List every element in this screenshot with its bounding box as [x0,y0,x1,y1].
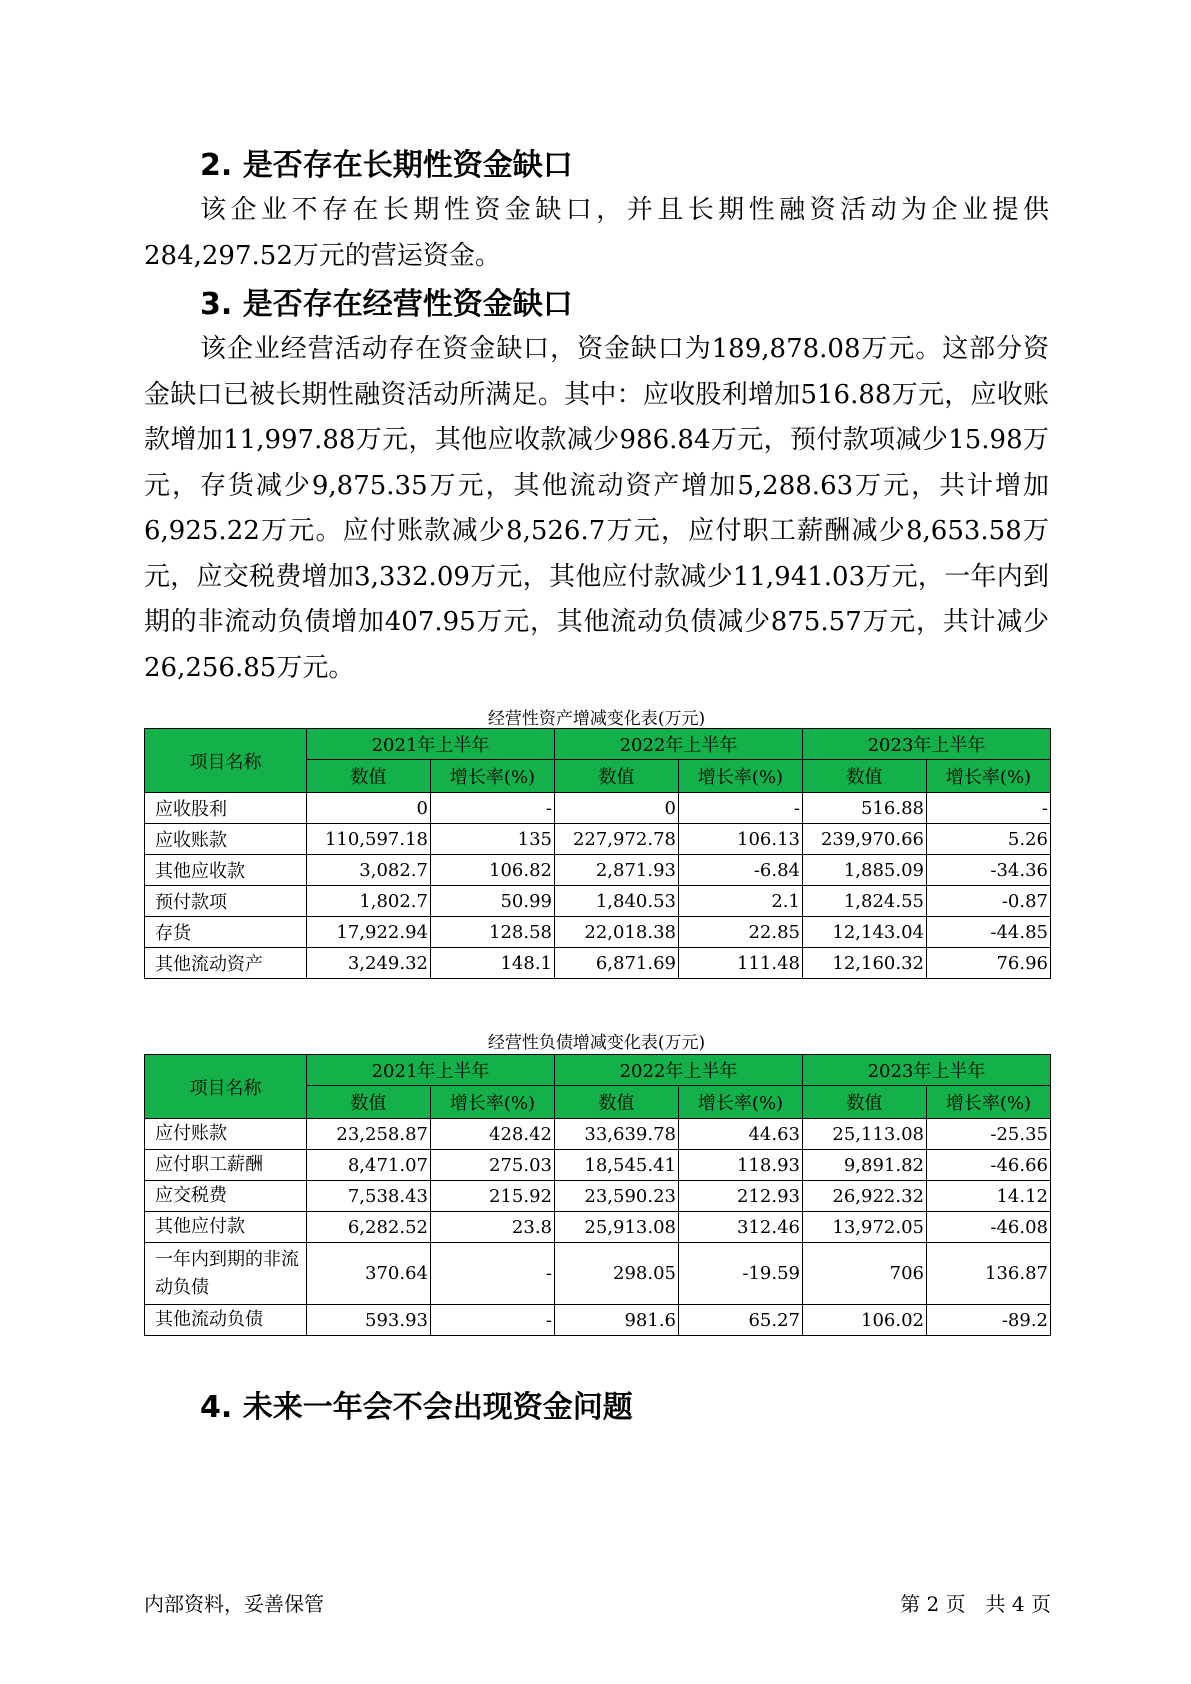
value-cell: 23,258.87 [307,1119,431,1150]
period-header: 2023年上半年 [803,729,1051,760]
growth-cell: - [431,1305,555,1336]
value-cell: 12,143.04 [803,917,927,948]
value-cell: 25,113.08 [803,1119,927,1150]
value-cell: 516.88 [803,793,927,824]
table-row [145,948,1051,979]
item-name-header: 项目名称 [145,1055,307,1119]
growth-cell: 2.1 [679,886,803,917]
row-item-name: 应交税费 [145,1181,307,1212]
period-header: 2021年上半年 [307,729,555,760]
value-header: 数值 [307,760,431,793]
growth-header: 增长率(%) [431,760,555,793]
period-header: 2022年上半年 [555,729,803,760]
growth-cell: 111.48 [679,948,803,979]
growth-cell: -19.59 [679,1243,803,1305]
table-row [145,1305,1051,1336]
value-cell: 2,871.93 [555,855,679,886]
period-header: 2023年上半年 [803,1055,1051,1086]
value-header: 数值 [555,1086,679,1119]
table-row [145,793,1051,824]
item-name-header: 项目名称 [145,729,307,793]
growth-cell: - [431,793,555,824]
value-cell: 1,802.7 [307,886,431,917]
growth-cell: - [431,1243,555,1305]
growth-cell: -6.84 [679,855,803,886]
value-cell: 26,922.32 [803,1181,927,1212]
growth-header: 增长率(%) [431,1086,555,1119]
value-cell: 12,160.32 [803,948,927,979]
growth-cell: 23.8 [431,1212,555,1243]
growth-cell: 50.99 [431,886,555,917]
value-cell: 9,891.82 [803,1150,927,1181]
value-cell: 13,972.05 [803,1212,927,1243]
value-cell: 706 [803,1243,927,1305]
row-item-name: 应收账款 [145,824,307,855]
growth-cell: 128.58 [431,917,555,948]
value-cell: 227,972.78 [555,824,679,855]
row-item-name: 应付账款 [145,1119,307,1150]
growth-cell: 22.85 [679,917,803,948]
growth-cell: -46.08 [927,1212,1051,1243]
assets-table-caption: 经营性资产增减变化表(万元) [487,709,706,729]
section-3-paragraph: 该企业经营活动存在资金缺口，资金缺口为189,878.08万元。这部分资金缺口已被长期性融资活动所满足。其中：应收股利增加516.88万元，应收账款增加11,997.88万元，其他应收款减少986.84万元，预付款项减少15.98万元，存货减少9,875.35万元，其他流动资产增加5,288.63万元，共计增加6,925.22万元。应付账款减少8,526.7万元，应付职工薪酬减少8,653.58万元，应交税费增加3,332.09万元，其他应付款减少11,941.03万元，一年内到期的非流动负债增加407.95万元，其他流动负债减少875.57万元，共计减少26,256.85万元。 [144,334,1049,683]
growth-cell: 44.63 [679,1119,803,1150]
value-cell: 0 [307,793,431,824]
row-item-name: 一年内到期的非流动负债 [145,1243,307,1305]
footer-page-number: 第 2 页 共 4 页 [900,1592,1051,1616]
section-2-heading: 2. 是否存在长期性资金缺口 [200,148,573,183]
growth-cell: -44.85 [927,917,1051,948]
row-item-name: 应收股利 [145,793,307,824]
row-item-name: 其他流动资产 [145,948,307,979]
value-cell: 17,922.94 [307,917,431,948]
value-header: 数值 [555,760,679,793]
value-cell: 7,538.43 [307,1181,431,1212]
table-row [145,1212,1051,1243]
row-item-name: 其他应付款 [145,1212,307,1243]
growth-header: 增长率(%) [927,1086,1051,1119]
table-row [145,1150,1051,1181]
value-cell: 6,871.69 [555,948,679,979]
value-cell: 3,082.7 [307,855,431,886]
value-cell: 593.93 [307,1305,431,1336]
table-row [145,855,1051,886]
growth-cell: - [679,793,803,824]
row-item-name: 其他流动负债 [145,1305,307,1336]
growth-cell: 14.12 [927,1181,1051,1212]
growth-cell: 212.93 [679,1181,803,1212]
value-cell: 25,913.08 [555,1212,679,1243]
value-cell: 33,639.78 [555,1119,679,1150]
growth-cell: -25.35 [927,1119,1051,1150]
table-row [145,917,1051,948]
section-4-heading: 4. 未来一年会不会出现资金问题 [200,1390,633,1425]
value-cell: 981.6 [555,1305,679,1336]
period-header: 2022年上半年 [555,1055,803,1086]
growth-cell: 106.82 [431,855,555,886]
value-cell: 1,840.53 [555,886,679,917]
period-header: 2021年上半年 [307,1055,555,1086]
assets-change-table [144,728,1051,979]
growth-cell: -34.36 [927,855,1051,886]
table-row [145,1181,1051,1212]
growth-cell: 76.96 [927,948,1051,979]
growth-cell: 135 [431,824,555,855]
row-item-name: 应付职工薪酬 [145,1150,307,1181]
row-item-name: 存货 [145,917,307,948]
value-cell: 3,249.32 [307,948,431,979]
growth-cell: 118.93 [679,1150,803,1181]
table-row [145,886,1051,917]
growth-cell: -89.2 [927,1305,1051,1336]
value-cell: 106.02 [803,1305,927,1336]
growth-cell: 5.26 [927,824,1051,855]
value-header: 数值 [307,1086,431,1119]
growth-cell: 312.46 [679,1212,803,1243]
value-cell: 6,282.52 [307,1212,431,1243]
row-item-name: 其他应收款 [145,855,307,886]
growth-cell: -0.87 [927,886,1051,917]
value-cell: 110,597.18 [307,824,431,855]
growth-cell: 136.87 [927,1243,1051,1305]
growth-cell: 65.27 [679,1305,803,1336]
section-2-paragraph: 该企业不存在长期性资金缺口，并且长期性融资活动为企业提供284,297.52万元的营运资金。 [144,195,1049,271]
growth-cell: 148.1 [431,948,555,979]
value-cell: 298.05 [555,1243,679,1305]
growth-cell: 275.03 [431,1150,555,1181]
value-cell: 23,590.23 [555,1181,679,1212]
value-cell: 370.64 [307,1243,431,1305]
section-3-heading: 3. 是否存在经营性资金缺口 [200,287,573,322]
growth-header: 增长率(%) [679,1086,803,1119]
value-cell: 0 [555,793,679,824]
growth-cell: 428.42 [431,1119,555,1150]
value-cell: 8,471.07 [307,1150,431,1181]
growth-header: 增长率(%) [927,760,1051,793]
value-cell: 18,545.41 [555,1150,679,1181]
value-cell: 1,824.55 [803,886,927,917]
growth-cell: - [927,793,1051,824]
table-row [145,824,1051,855]
value-header: 数值 [803,760,927,793]
liabilities-table-caption: 经营性负债增减变化表(万元) [487,1033,706,1053]
value-header: 数值 [803,1086,927,1119]
table-row [145,1243,1051,1305]
liabilities-change-table [144,1054,1051,1336]
growth-cell: 106.13 [679,824,803,855]
value-cell: 22,018.38 [555,917,679,948]
growth-header: 增长率(%) [679,760,803,793]
growth-cell: 215.92 [431,1181,555,1212]
value-cell: 239,970.66 [803,824,927,855]
growth-cell: -46.66 [927,1150,1051,1181]
row-item-name: 预付款项 [145,886,307,917]
table-row [145,1119,1051,1150]
value-cell: 1,885.09 [803,855,927,886]
footer-confidential-note: 内部资料，妥善保管 [144,1592,324,1616]
